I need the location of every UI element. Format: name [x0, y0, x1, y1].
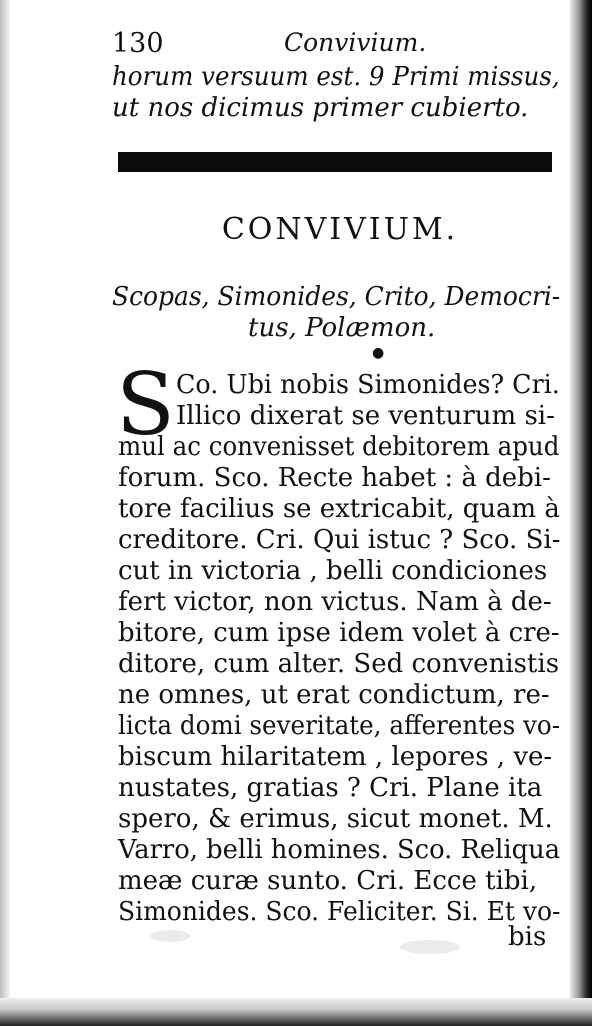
text-line: forum. Sco. Recte habet : à debi- [118, 463, 551, 493]
text-line: mul ac convenisset debitorem apud [118, 432, 560, 462]
personae-line: Scopas, Simonides, Crito, Democri- [112, 282, 561, 312]
section-rule [118, 152, 552, 172]
footnote-line: ut nos dicimus primer cubierto. [112, 93, 529, 123]
text-line: ditore, cum alter. Sed convenistis [118, 649, 560, 679]
drop-cap: S [116, 355, 175, 455]
text-line: meæ curæ sunto. Cri. Ecce tibi, [118, 866, 538, 896]
text-line: Co. Ubi nobis Simonides? Cri. [176, 370, 560, 400]
text-line: licta domi severitate, afferentes vo- [118, 711, 561, 741]
personae-line: tus, Polæmon. [248, 313, 436, 343]
ornament-dot-icon: ● [372, 345, 385, 361]
catchword: bis [508, 922, 547, 952]
text-line: tore facilius se extricabit, quam à [118, 494, 560, 524]
page-left-edge [0, 0, 10, 1026]
text-line: cut in victoria , belli condiciones [118, 556, 548, 586]
page-bottom-edge-shadow [0, 998, 592, 1026]
text-line: Varro, belli homines. Sco. Reliqua [118, 835, 561, 865]
text-line: nustates, gratias ? Cri. Plane ita [118, 773, 543, 803]
text-line: bitore, cum ipse idem volet à cre- [118, 618, 560, 648]
footnote-line: horum versuum est. 9 Primi missus, [112, 62, 560, 92]
page-right-edge-shadow [570, 0, 592, 1026]
text-line: ne omnes, ut erat condictum, re- [118, 680, 550, 710]
text-line: Illico dixerat se venturum si- [176, 401, 555, 431]
text-line: creditore. Cri. Qui istuc ? Sco. Si- [118, 525, 561, 555]
page-number: 130 [112, 28, 164, 59]
running-head [112, 28, 552, 64]
text-line: spero, & erimus, sicut monet. M. [118, 804, 553, 834]
page-stain [150, 930, 190, 942]
page-stain [400, 940, 460, 954]
text-line: fert victor, non victus. Nam à de- [118, 587, 552, 617]
text-line: Simonides. Sco. Feliciter. Si. Et vo- [118, 897, 561, 927]
text-line: biscum hilaritatem , lepores , ve- [118, 742, 553, 772]
running-title: Convivium. [284, 28, 427, 57]
section-title: CONVIVIUM. [221, 212, 459, 247]
